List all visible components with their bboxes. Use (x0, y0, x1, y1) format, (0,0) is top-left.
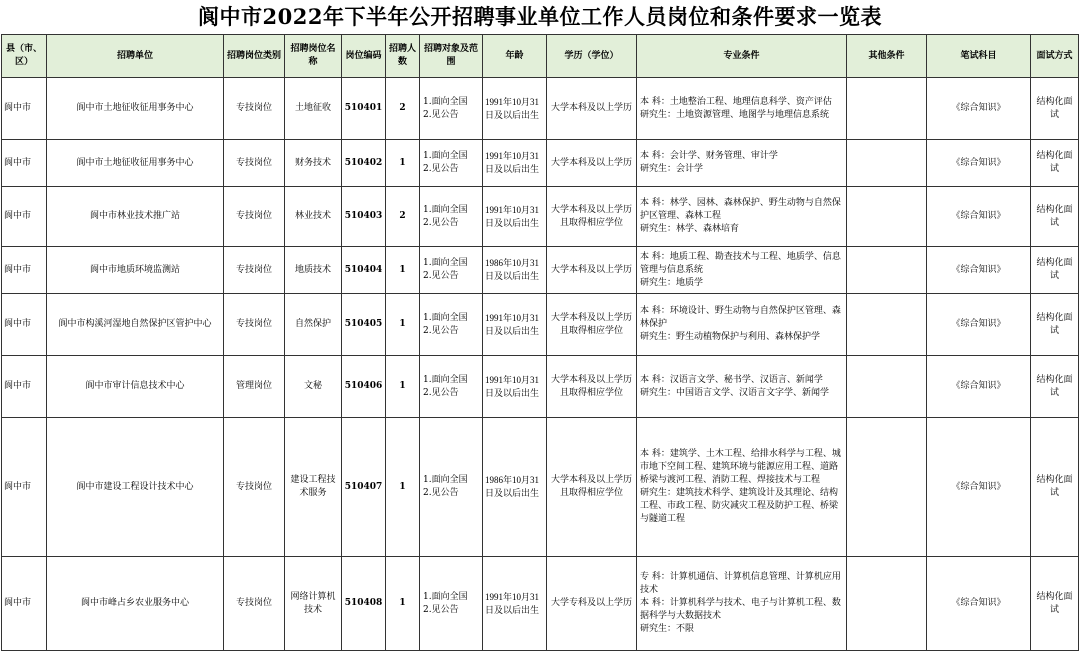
cell-age: 1986年10月31日及以后出生 (483, 247, 547, 294)
table-row (2, 187, 1079, 247)
header-count: 招聘人数 (386, 35, 420, 78)
cell-exam: 《综合知识》 (927, 294, 1031, 356)
header-target: 招聘对象及范围 (420, 35, 483, 78)
cell-major: 专 科：计算机通信、计算机信息管理、计算机应用技术 本 科：计算机科学与技术、电子与计算机工程、数据科学与大数据技术 研究生：不限 (637, 557, 847, 651)
header-other: 其他条件 (847, 35, 927, 78)
cell-post-code: 510408 (342, 557, 386, 651)
table-row (2, 418, 1079, 557)
cell-post-type: 管理岗位 (224, 356, 285, 418)
cell-post-code: 510402 (342, 140, 386, 187)
cell-edu: 大学本科及以上学历 (547, 247, 637, 294)
cell-edu: 大学本科及以上学历 (547, 78, 637, 140)
cell-target: 1.面向全国 2.见公告 (420, 247, 483, 294)
cell-county: 阆中市 (2, 187, 47, 247)
header-row (2, 35, 1079, 78)
header-edu: 学历（学位） (547, 35, 637, 78)
cell-post-code: 510405 (342, 294, 386, 356)
cell-target: 1.面向全国 2.见公告 (420, 356, 483, 418)
header-major: 专业条件 (637, 35, 847, 78)
cell-interview: 结构化面试 (1031, 294, 1079, 356)
cell-edu: 大学本科及以上学历且取得相应学位 (547, 187, 637, 247)
cell-edu: 大学本科及以上学历且取得相应学位 (547, 356, 637, 418)
cell-interview: 结构化面试 (1031, 247, 1079, 294)
cell-major: 本 科：环境设计、野生动物与自然保护区管理、森林保护 研究生：野生动植物保护与利用、森林保护学 (637, 294, 847, 356)
cell-major: 本 科：林学、园林、森林保护、野生动物与自然保护区管理、森林工程 研究生：林学、森林培育 (637, 187, 847, 247)
cell-edu: 大学专科及以上学历 (547, 557, 637, 651)
cell-unit: 阆中市土地征收征用事务中心 (47, 140, 224, 187)
cell-post-type: 专技岗位 (224, 557, 285, 651)
cell-other (847, 247, 927, 294)
cell-other (847, 356, 927, 418)
cell-edu: 大学本科及以上学历 (547, 140, 637, 187)
header-exam: 笔试科目 (927, 35, 1031, 78)
header-post-name: 招聘岗位名称 (285, 35, 342, 78)
table-row (2, 78, 1079, 140)
cell-post-code: 510407 (342, 418, 386, 557)
cell-post-type: 专技岗位 (224, 294, 285, 356)
cell-post-code: 510401 (342, 78, 386, 140)
cell-age: 1991年10月31日及以后出生 (483, 294, 547, 356)
cell-age: 1991年10月31日及以后出生 (483, 557, 547, 651)
cell-major: 本 科：地质工程、勘查技术与工程、地质学、信息管理与信息系统 研究生：地质学 (637, 247, 847, 294)
table-row (2, 140, 1079, 187)
cell-unit: 阆中市构溪河湿地自然保护区管护中心 (47, 294, 224, 356)
cell-count: 1 (386, 140, 420, 187)
cell-unit: 阆中市土地征收征用事务中心 (47, 78, 224, 140)
cell-post-name: 林业技术 (285, 187, 342, 247)
cell-interview: 结构化面试 (1031, 140, 1079, 187)
cell-county: 阆中市 (2, 294, 47, 356)
cell-post-type: 专技岗位 (224, 418, 285, 557)
cell-interview: 结构化面试 (1031, 418, 1079, 557)
table-row (2, 294, 1079, 356)
cell-count: 1 (386, 356, 420, 418)
cell-target: 1.面向全国 2.见公告 (420, 140, 483, 187)
cell-major: 本 科：汉语言文学、秘书学、汉语言、新闻学 研究生：中国语言文学、汉语言文字学、新闻学 (637, 356, 847, 418)
cell-edu: 大学本科及以上学历且取得相应学位 (547, 294, 637, 356)
cell-age: 1986年10月31日及以后出生 (483, 418, 547, 557)
cell-exam: 《综合知识》 (927, 418, 1031, 557)
cell-major: 本 科：会计学、财务管理、审计学 研究生：会计学 (637, 140, 847, 187)
cell-post-code: 510406 (342, 356, 386, 418)
cell-target: 1.面向全国 2.见公告 (420, 187, 483, 247)
cell-unit: 阆中市峰占乡农业服务中心 (47, 557, 224, 651)
cell-major: 本 科：土地整治工程、地理信息科学、资产评估 研究生：土地资源管理、地图学与地理信息系统 (637, 78, 847, 140)
cell-age: 1991年10月31日及以后出生 (483, 140, 547, 187)
cell-exam: 《综合知识》 (927, 78, 1031, 140)
cell-unit: 阆中市审计信息技术中心 (47, 356, 224, 418)
cell-unit: 阆中市建设工程设计技术中心 (47, 418, 224, 557)
cell-post-type: 专技岗位 (224, 247, 285, 294)
table-row (2, 356, 1079, 418)
cell-count: 1 (386, 294, 420, 356)
cell-interview: 结构化面试 (1031, 356, 1079, 418)
cell-interview: 结构化面试 (1031, 187, 1079, 247)
cell-other (847, 557, 927, 651)
cell-unit: 阆中市林业技术推广站 (47, 187, 224, 247)
cell-age: 1991年10月31日及以后出生 (483, 187, 547, 247)
cell-post-name: 土地征收 (285, 78, 342, 140)
cell-other (847, 78, 927, 140)
cell-exam: 《综合知识》 (927, 557, 1031, 651)
cell-post-code: 510403 (342, 187, 386, 247)
cell-exam: 《综合知识》 (927, 247, 1031, 294)
cell-post-name: 地质技术 (285, 247, 342, 294)
cell-count: 2 (386, 78, 420, 140)
cell-unit: 阆中市地质环境监测站 (47, 247, 224, 294)
cell-other (847, 418, 927, 557)
cell-post-code: 510404 (342, 247, 386, 294)
cell-county: 阆中市 (2, 557, 47, 651)
header-post-type: 招聘岗位类别 (224, 35, 285, 78)
cell-count: 1 (386, 247, 420, 294)
cell-age: 1991年10月31日及以后出生 (483, 356, 547, 418)
cell-post-type: 专技岗位 (224, 78, 285, 140)
cell-post-name: 自然保护 (285, 294, 342, 356)
cell-other (847, 140, 927, 187)
cell-post-name: 财务技术 (285, 140, 342, 187)
cell-post-name: 网络计算机技术 (285, 557, 342, 651)
cell-major: 本 科：建筑学、土木工程、给排水科学与工程、城市地下空间工程、建筑环境与能源应用工程、道路桥梁与渡河工程、消防工程、焊接技术与工程 研究生：建筑技术科学、建筑设计及其理论、结构工程、市政工程、防灾减灾工程及防护工程、桥梁与隧道工程 (637, 418, 847, 557)
cell-edu: 大学本科及以上学历且取得相应学位 (547, 418, 637, 557)
cell-target: 1.面向全国 2.见公告 (420, 78, 483, 140)
cell-interview: 结构化面试 (1031, 557, 1079, 651)
cell-target: 1.面向全国 2.见公告 (420, 418, 483, 557)
positions-table (1, 34, 1079, 651)
cell-county: 阆中市 (2, 356, 47, 418)
header-age: 年龄 (483, 35, 547, 78)
cell-county: 阆中市 (2, 247, 47, 294)
cell-county: 阆中市 (2, 418, 47, 557)
page-title: 阆中市2022年下半年公开招聘事业单位工作人员岗位和条件要求一览表 (198, 4, 882, 29)
cell-county: 阆中市 (2, 140, 47, 187)
header-county: 县（市、区） (2, 35, 47, 78)
table-row (2, 247, 1079, 294)
cell-post-name: 建设工程技术服务 (285, 418, 342, 557)
cell-target: 1.面向全国 2.见公告 (420, 557, 483, 651)
cell-interview: 结构化面试 (1031, 78, 1079, 140)
header-post-code: 岗位编码 (342, 35, 386, 78)
cell-target: 1.面向全国 2.见公告 (420, 294, 483, 356)
cell-exam: 《综合知识》 (927, 187, 1031, 247)
table-row (2, 557, 1079, 651)
header-interview: 面试方式 (1031, 35, 1079, 78)
cell-county: 阆中市 (2, 78, 47, 140)
cell-age: 1991年10月31日及以后出生 (483, 78, 547, 140)
cell-count: 1 (386, 557, 420, 651)
cell-count: 1 (386, 418, 420, 557)
cell-exam: 《综合知识》 (927, 356, 1031, 418)
cell-post-type: 专技岗位 (224, 187, 285, 247)
cell-other (847, 187, 927, 247)
cell-exam: 《综合知识》 (927, 140, 1031, 187)
header-unit: 招聘单位 (47, 35, 224, 78)
cell-count: 2 (386, 187, 420, 247)
cell-post-type: 专技岗位 (224, 140, 285, 187)
cell-other (847, 294, 927, 356)
cell-post-name: 文秘 (285, 356, 342, 418)
